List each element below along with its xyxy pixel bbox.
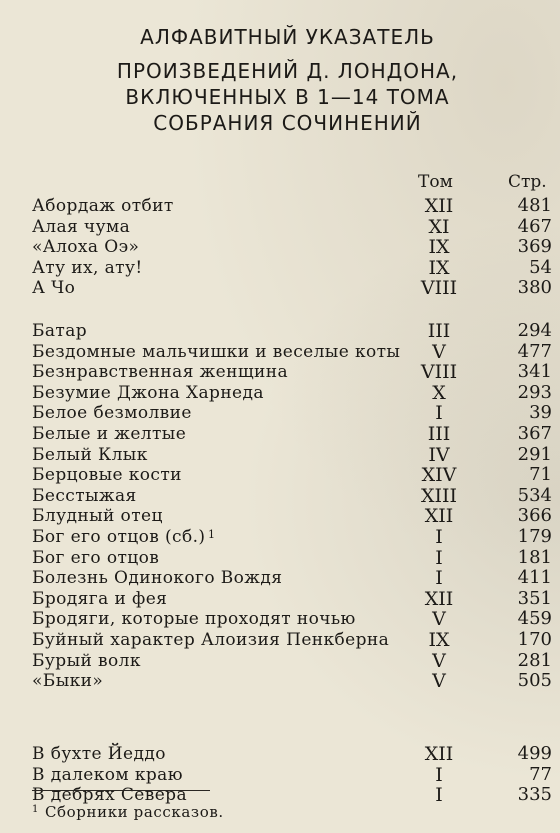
entry-page: 77 <box>529 763 552 785</box>
entry-page: 54 <box>529 256 552 278</box>
index-entry <box>0 743 560 765</box>
footnote-mark: 1 <box>32 804 39 815</box>
entry-volume: XIII <box>420 484 458 507</box>
entry-volume: V <box>432 340 446 363</box>
entry-page: 505 <box>517 670 552 692</box>
footnote-divider <box>32 790 210 791</box>
entry-volume: X <box>432 381 446 404</box>
entry-title: В бухте Йеддо <box>32 744 166 764</box>
index-entry <box>0 670 560 692</box>
entry-volume: XII <box>424 195 454 217</box>
entry-volume: IX <box>428 236 450 259</box>
footnote-text: Сборники рассказов. <box>44 803 224 821</box>
entry-title: Абордаж отбит <box>32 196 174 216</box>
index-title: АЛФАВИТНЫЙ УКАЗАТЕЛЬ <box>140 25 435 49</box>
entry-title: В далеком краю <box>32 764 183 785</box>
entry-title: Алая чума <box>32 216 131 237</box>
footnote <box>32 803 224 821</box>
entry-title: Бродяги, которые проходят ночью <box>32 609 356 630</box>
entry-page: 291 <box>517 443 552 465</box>
entry-title: Бездомные мальчишки и веселые коты <box>32 341 401 362</box>
entry-volume: I <box>435 526 443 548</box>
entry-page: 170 <box>517 629 552 650</box>
entry-volume: XII <box>424 587 454 610</box>
entry-page: 367 <box>517 423 552 444</box>
index-entry <box>0 444 560 466</box>
entry-title: Бог его отцов (сб.) <box>32 527 206 547</box>
index-subtitle-line2: ВКЛЮЧЕННЫХ В 1—14 ТОМА <box>125 85 450 109</box>
entry-volume: XII <box>424 743 454 765</box>
entry-page: 341 <box>517 361 552 383</box>
entry-page: 499 <box>517 743 552 764</box>
entry-volume: V <box>432 670 446 693</box>
entry-page: 281 <box>517 649 552 671</box>
index-entry <box>0 382 560 404</box>
index-entry <box>0 195 560 217</box>
entry-title: «Алоха Оэ» <box>32 237 140 258</box>
index-entry <box>0 236 560 258</box>
entry-title: Буйный характер Алоизия Пенкберна <box>32 630 390 650</box>
entry-volume: I <box>435 784 443 807</box>
entry-page: 380 <box>517 277 552 299</box>
index-entry <box>0 526 560 548</box>
entry-title: Белое безмолвие <box>32 403 192 424</box>
entry-title: А Чо <box>32 278 76 299</box>
entry-page: 477 <box>517 340 552 362</box>
entry-volume: IV <box>428 443 450 466</box>
index-entry <box>0 547 560 569</box>
entry-volume: VIII <box>420 277 458 300</box>
index-entry <box>0 485 560 507</box>
index-entry <box>0 423 560 445</box>
entry-page: 369 <box>517 236 552 258</box>
entry-page: 293 <box>517 381 552 403</box>
index-entry <box>0 402 560 424</box>
entry-volume: IX <box>428 256 450 279</box>
entry-title: Бог его отцов <box>32 547 160 568</box>
index-entry <box>0 588 560 610</box>
entry-volume: IX <box>428 629 450 651</box>
index-entry <box>0 361 560 383</box>
index-entry <box>0 650 560 672</box>
entry-title: Бурый волк <box>32 650 141 671</box>
entry-page: 179 <box>517 526 552 547</box>
entry-page: 294 <box>517 320 552 341</box>
entry-volume: VIII <box>420 361 458 384</box>
entry-volume: III <box>427 320 451 342</box>
entry-title: Бесстыжая <box>32 485 137 506</box>
entry-page: 39 <box>529 402 552 424</box>
entry-page: 459 <box>517 608 552 630</box>
index-subtitle-line1: ПРОИЗВЕДЕНИЙ Д. ЛОНДОНА, <box>116 59 459 83</box>
entry-volume: XII <box>424 505 454 528</box>
entry-volume: I <box>435 546 443 569</box>
entry-title: Берцовые кости <box>32 465 182 486</box>
entry-page: 467 <box>517 215 552 237</box>
entry-page: 181 <box>517 546 552 568</box>
footnote-ref: 1 <box>208 528 215 541</box>
index-subtitle-line3: СОБРАНИЯ СОЧИНЕНИЙ <box>153 111 422 135</box>
entry-page: 351 <box>517 587 552 609</box>
volume-column-header: Том <box>418 172 453 192</box>
index-entry <box>0 608 560 630</box>
entry-page: 335 <box>517 784 552 806</box>
entry-title: Белый Клык <box>32 444 148 465</box>
entry-page: 481 <box>517 195 552 216</box>
entry-volume: I <box>435 402 443 425</box>
entry-title: Безумие Джона Харнеда <box>32 382 264 403</box>
index-entry <box>0 567 560 589</box>
entry-page: 71 <box>529 464 552 486</box>
entry-title: Болезнь Одинокого Вождя <box>32 568 283 589</box>
index-entry <box>0 629 560 651</box>
entry-volume: XI <box>428 215 450 238</box>
entry-page: 366 <box>517 505 552 527</box>
entry-title: Батар <box>32 321 88 341</box>
entry-title: В дебрях Севера <box>32 785 187 806</box>
index-entry <box>0 320 560 342</box>
entry-page: 411 <box>517 567 552 589</box>
index-entry <box>0 277 560 299</box>
entry-title: «Быки» <box>32 671 104 692</box>
entry-title: Бродяга и фея <box>32 588 168 609</box>
entry-title: Безнравственная женщина <box>32 362 289 383</box>
entry-title: Блудный отец <box>32 506 163 527</box>
entry-title: Белые и желтые <box>32 424 187 444</box>
entry-volume: V <box>432 649 446 672</box>
entry-volume: III <box>427 423 451 445</box>
index-entry <box>0 764 560 786</box>
index-entry <box>0 216 560 238</box>
entry-volume: XIV <box>421 464 457 487</box>
page-column-header: Стр. <box>508 172 547 192</box>
entry-volume: I <box>435 763 443 786</box>
entry-title: Ату их, ату! <box>32 257 143 278</box>
entry-page: 534 <box>517 484 552 506</box>
entry-volume: I <box>435 567 443 590</box>
index-entry <box>0 341 560 363</box>
entry-volume: V <box>432 608 446 631</box>
index-entry <box>0 257 560 279</box>
index-entry <box>0 505 560 527</box>
index-entry <box>0 464 560 486</box>
